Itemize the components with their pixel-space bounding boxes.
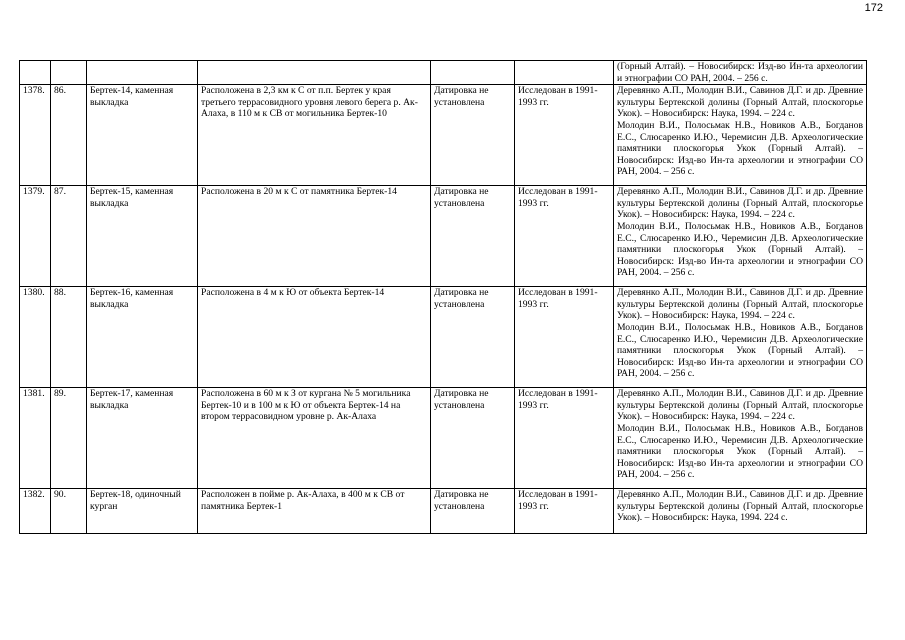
continued-row [20,61,867,85]
page-number: 172 [864,2,883,14]
cell-name: Бертек-18, одиночный курган [87,489,198,534]
cell-number: 1381. [20,388,51,489]
cell-status: Исследован в 1991-1993 гг. [515,489,614,534]
cell-location: Расположена в 2,3 км к С от п.п. Бертек у края третьего террасовидного уровня левого берега р. Ак-Алаха, в 110 м к СВ от могильника Бертек-10 [198,85,431,186]
cell-literature [614,489,867,534]
literature-ref: Молодин В.И., Полосьмак Н.В., Новиков А.В., Богданов Е.С., Слюсаренко И.Ю., Черемисин Д.В. Археологические памятники плоскогорья Укок (Горный Алтай). – Новосибирск: Изд-во Ин-та археологии и этнографии СО РАН, 2004. – 256 с. [617,119,863,178]
literature-ref: Деревянко А.П., Молодин В.И., Савинов Д.Г. и др. Древние культуры Бертекской долины (Горный Алтай, плоскогорье Укок). – Новосибирск: Наука, 1994. – 224 с. [617,186,863,221]
table-row [20,85,867,186]
cell-status: Исследован в 1991-1993 гг. [515,287,614,388]
cell-number: 1378. [20,85,51,186]
cell-location: Расположена в 4 м к Ю от объекта Бертек-14 [198,287,431,388]
cell-dating: Датировка не установлена [431,489,515,534]
literature-ref: (Горный Алтай). – Новосибирск: Изд-во Ин-та археологии и этнографии СО РАН, 2004. – 256 с. [617,61,863,84]
literature-ref: Молодин В.И., Полосьмак Н.В., Новиков А.В., Богданов Е.С., Слюсаренко И.Ю., Черемисин Д.В. Археологические памятники плоскогорья Укок (Горный Алтай). – Новосибирск: Изд-во Ин-та археологии и этнографии СО РАН, 2004. – 256 с. [617,321,863,380]
cell-literature [614,61,867,85]
cell-status: Исследован в 1991-1993 гг. [515,85,614,186]
cell-empty [51,61,87,85]
table-row [20,489,867,534]
cell-empty [87,61,198,85]
cell-literature [614,186,867,287]
cell-location: Расположен в пойме р. Ак-Алаха, в 400 м к СВ от памятника Бертек-1 [198,489,431,534]
cell-sub-number: 90. [51,489,87,534]
cell-dating: Датировка не установлена [431,186,515,287]
cell-number: 1382. [20,489,51,534]
literature-ref: Деревянко А.П., Молодин В.И., Савинов Д.Г. и др. Древние культуры Бертекской долины (Горный Алтай, плоскогорье Укок). – Новосибирск: Наука, 1994. 224 с. [617,489,863,524]
cell-name: Бертек-14, каменная выкладка [87,85,198,186]
cell-empty [20,61,51,85]
monuments-table [19,60,867,534]
cell-dating: Датировка не установлена [431,85,515,186]
cell-empty [198,61,431,85]
cell-literature [614,388,867,489]
cell-dating: Датировка не установлена [431,287,515,388]
cell-location: Расположена в 20 м к С от памятника Бертек-14 [198,186,431,287]
cell-empty [515,61,614,85]
cell-status: Исследован в 1991-1993 гг. [515,186,614,287]
literature-ref: Деревянко А.П., Молодин В.И., Савинов Д.Г. и др. Древние культуры Бертекской долины (Горный Алтай, плоскогорье Укок). – Новосибирск: Наука, 1994. – 224 с. [617,388,863,423]
table-row [20,287,867,388]
literature-ref: Деревянко А.П., Молодин В.И., Савинов Д.Г. и др. Древние культуры Бертекской долины (Горный Алтай, плоскогорье Укок). – Новосибирск: Наука, 1994. – 224 с. [617,287,863,322]
cell-sub-number: 89. [51,388,87,489]
literature-ref: Молодин В.И., Полосьмак Н.В., Новиков А.В., Богданов Е.С., Слюсаренко И.Ю., Черемисин Д.В. Археологические памятники плоскогорья Укок (Горный Алтай). – Новосибирск: Изд-во Ин-та археологии и этнографии СО РАН, 2004. – 256 с. [617,220,863,279]
literature-ref: Деревянко А.П., Молодин В.И., Савинов Д.Г. и др. Древние культуры Бертекской долины (Горный Алтай, плоскогорье Укок). – Новосибирск: Наука, 1994. – 224 с. [617,85,863,120]
cell-name: Бертек-15, каменная выкладка [87,186,198,287]
cell-name: Бертек-17, каменная выкладка [87,388,198,489]
cell-location: Расположена в 60 м к З от кургана № 5 могильника Бертек-10 и в 100 м к Ю от объекта Бертек-14 на втором террасовидном уровне р. Ак-Алаха [198,388,431,489]
cell-sub-number: 87. [51,186,87,287]
cell-dating: Датировка не установлена [431,388,515,489]
literature-ref: Молодин В.И., Полосьмак Н.В., Новиков А.В., Богданов Е.С., Слюсаренко И.Ю., Черемисин Д.В. Археологические памятники плоскогорья Укок (Горный Алтай). – Новосибирск: Изд-во Ин-та археологии и этнографии СО РАН, 2004. – 256 с. [617,422,863,481]
cell-number: 1379. [20,186,51,287]
table-row [20,186,867,287]
cell-empty [431,61,515,85]
cell-status: Исследован в 1991-1993 гг. [515,388,614,489]
cell-sub-number: 86. [51,85,87,186]
cell-literature [614,85,867,186]
cell-number: 1380. [20,287,51,388]
cell-name: Бертек-16, каменная выкладка [87,287,198,388]
cell-sub-number: 88. [51,287,87,388]
table-row [20,388,867,489]
cell-literature [614,287,867,388]
